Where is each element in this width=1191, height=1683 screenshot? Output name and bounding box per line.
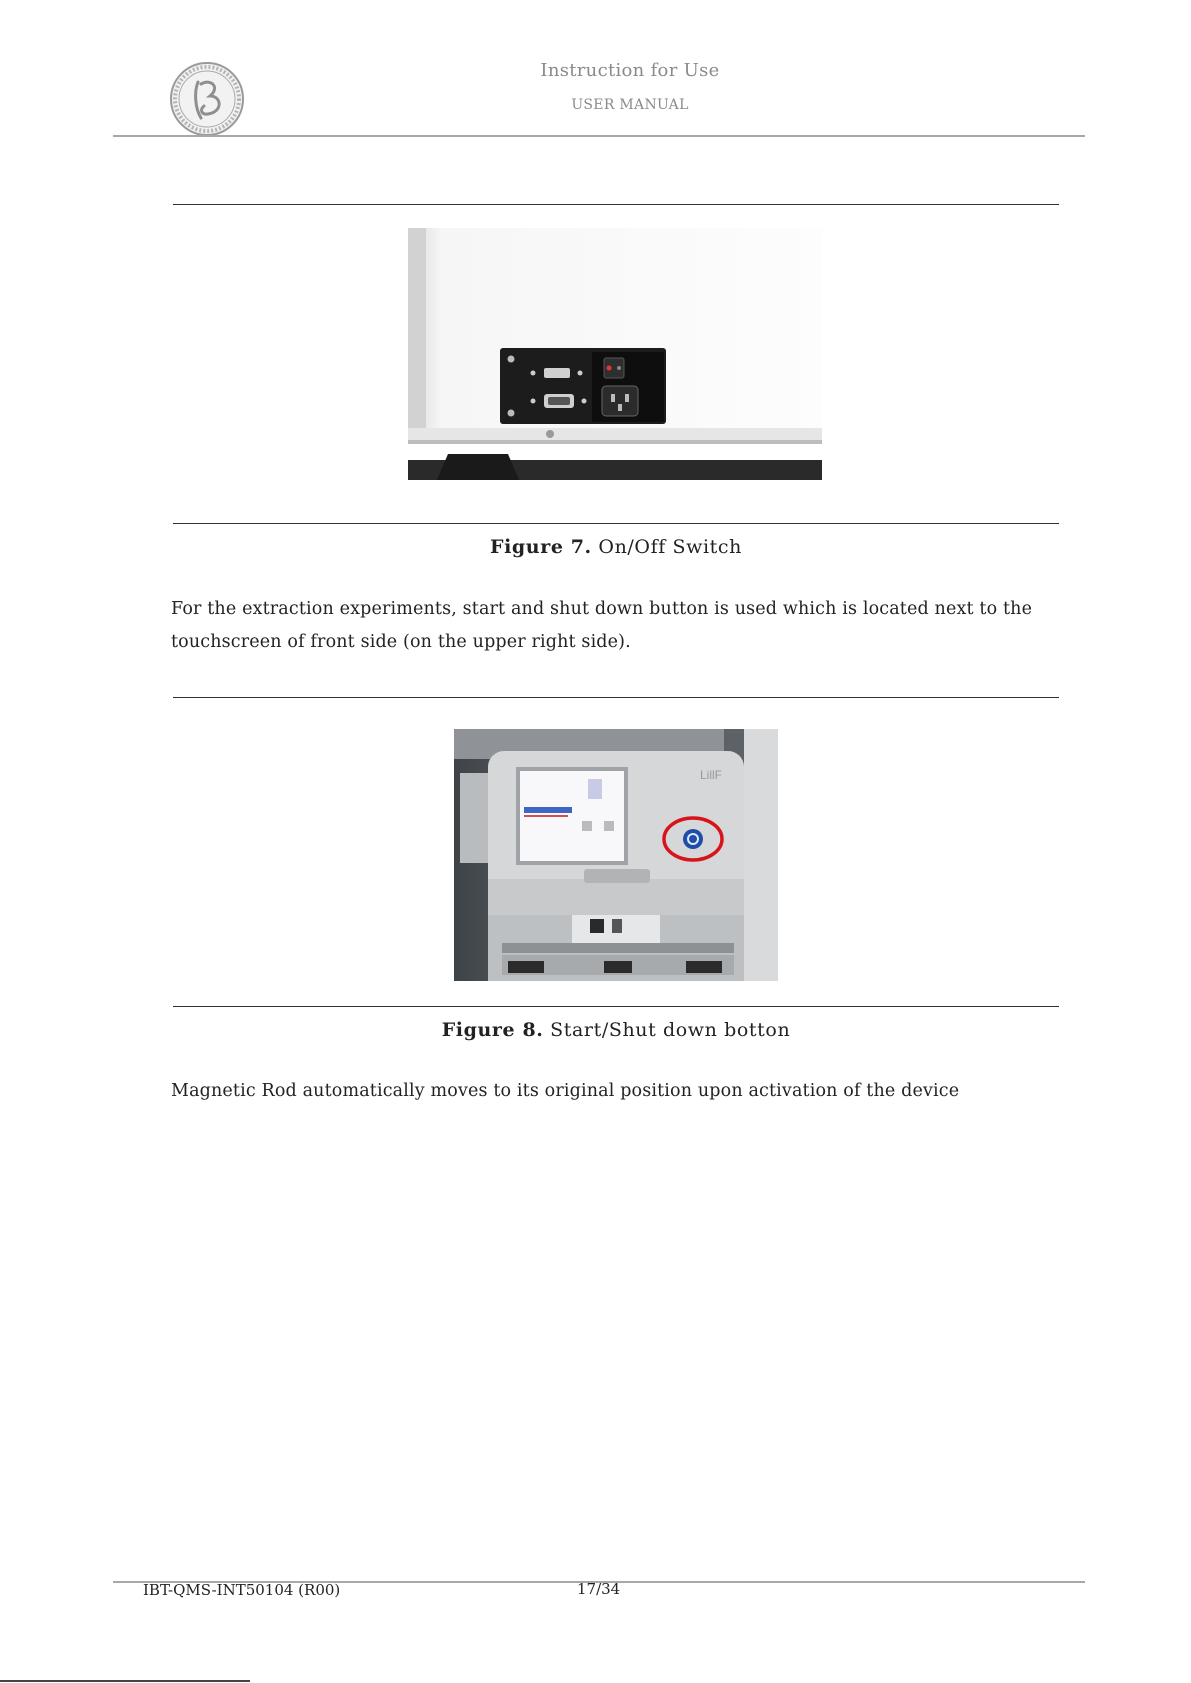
figure7-caption [173,536,1059,558]
header-title: Instruction for Use [540,60,720,81]
figure7-label: Figure 7. [490,536,592,558]
figure8-label: Figure 8. [441,1019,544,1041]
company-seal-logo [168,60,246,138]
header-divider [113,135,1085,137]
figure7-bottom-rule [173,523,1059,524]
figure8-caption [173,1019,1059,1041]
svg-text:LillF: LillF [700,768,723,782]
paragraph-2: Magnetic Rod automatically moves to its original position upon activation of the device [171,1081,960,1101]
footer-page-number: 17/34 [577,1580,621,1598]
header-subtitle: USER MANUAL [571,97,689,113]
figure7-photo [408,228,822,480]
paragraph-1-line-1: For the extraction experiments, start and shut down button is used which is located next to the [171,599,1033,619]
figure8-photo [454,729,778,981]
page-edge-line [0,1680,250,1682]
figure8-bottom-rule [173,1006,1059,1007]
figure8-top-rule [173,697,1059,698]
footer-doc-id: IBT-QMS-INT50104 (R00) [143,1581,341,1599]
figure7-text: On/Off Switch [598,536,742,558]
figure7-top-rule [173,204,1059,205]
figure8-text: Start/Shut down botton [550,1019,791,1041]
paragraph-1-line-2: touchscreen of front side (on the upper right side). [171,632,631,652]
